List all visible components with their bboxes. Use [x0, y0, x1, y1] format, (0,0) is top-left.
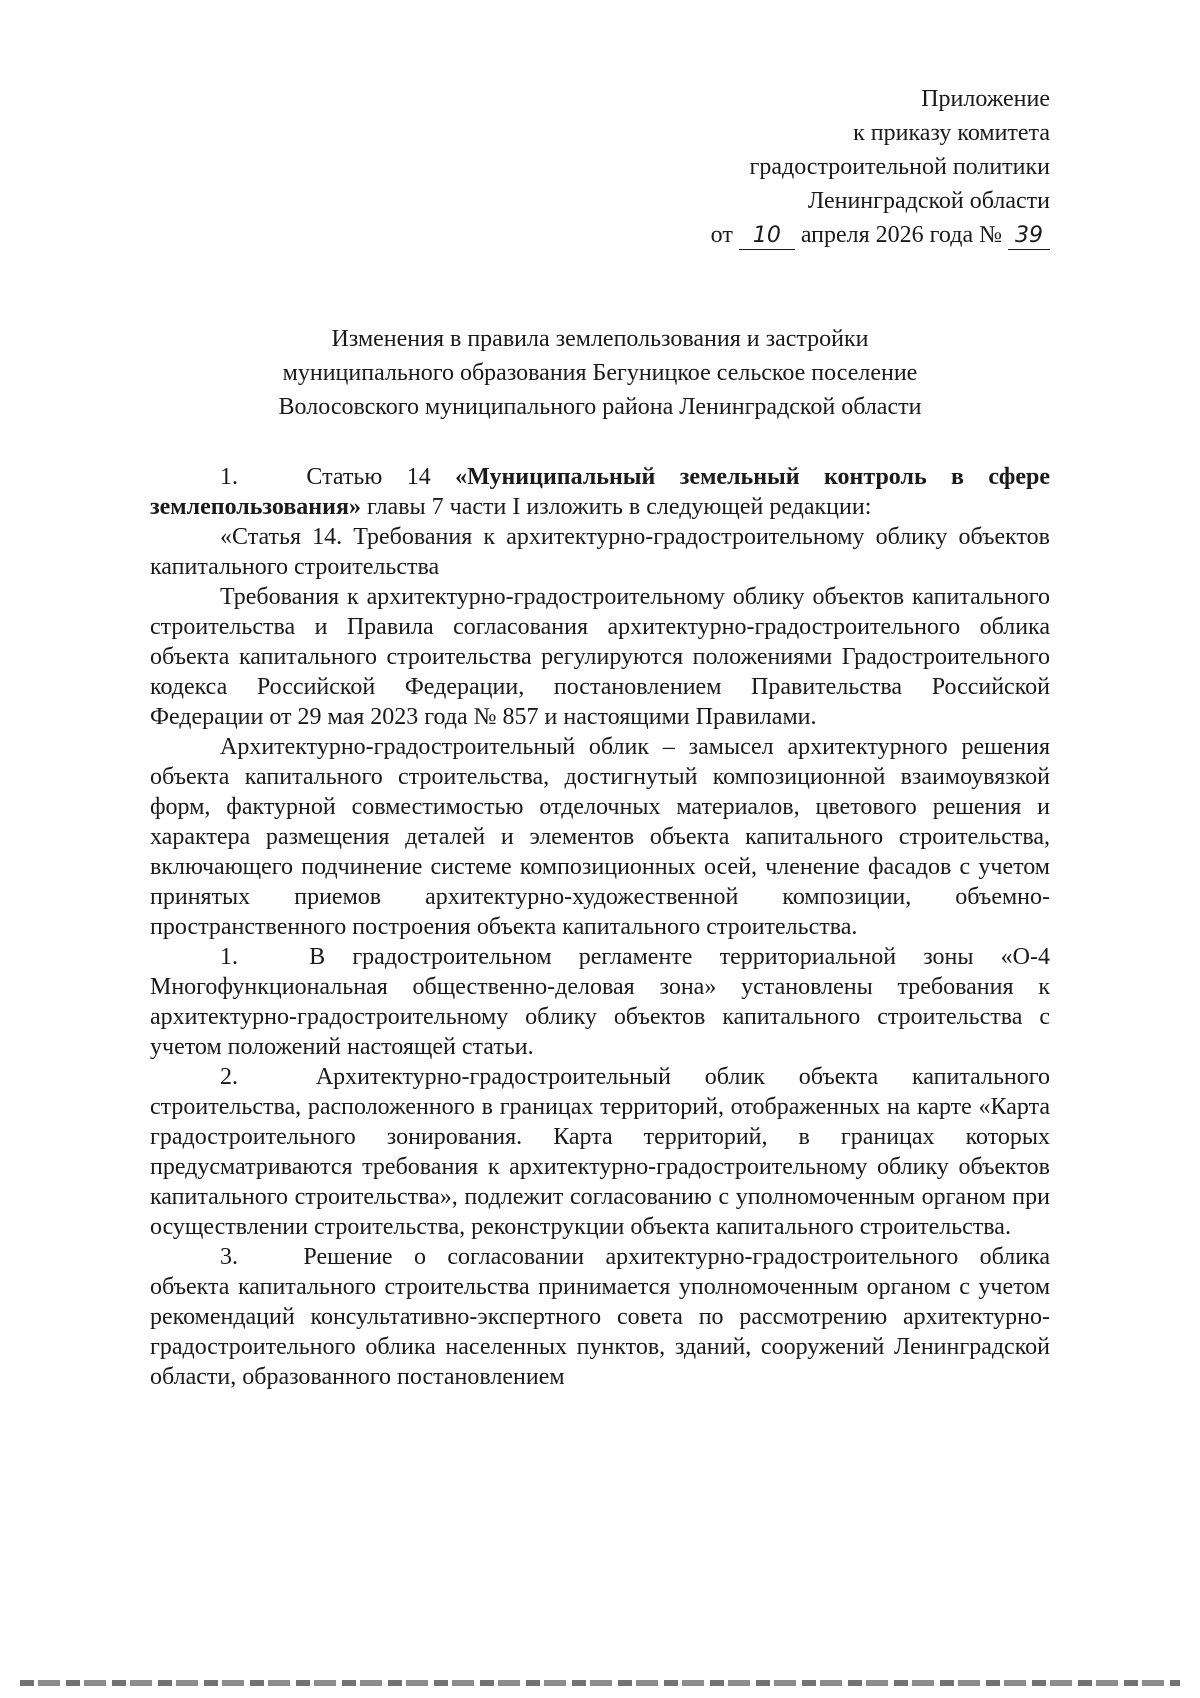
title-line: муниципального образования Бегуницкое сельское поселение [282, 360, 918, 386]
item-number: 1. [220, 944, 238, 970]
paragraph-requirements: Требования к архитектурно-градостроительному облику объектов капитального строительства и Правила согласования архитектурно-градостроительного облика объекта капитального строительства регулируются положениями Градостроительного кодекса Российской Федерации, постановлением Правительства Российской Федерации от 29 мая 2023 года № 857 и настоящими Правилами. [150, 584, 1050, 730]
list-item [150, 942, 1050, 1062]
item-text: В градостроительном регламенте территориальной зоны «О-4 Многофункциональная общественно-деловая зона» установлены требования к архитектурно-градостроительному облику объектов капитального строительства с учетом положений настоящей статьи. [150, 944, 1050, 1060]
paragraph-text: главы 7 части I изложить в следующей редакции: [366, 494, 872, 520]
appendix-header [711, 82, 1050, 252]
document-body [150, 462, 1050, 1392]
title-line: Волосовского муниципального района Ленинградской области [278, 394, 922, 420]
date-middle: апреля 2026 года № [800, 222, 1002, 248]
appendix-line: градостроительной политики [749, 154, 1050, 180]
appendix-line: к приказу комитета [853, 120, 1050, 146]
item-text: Решение о согласовании архитектурно-градостроительного облика объекта капитального строительства принимается уполномоченным органом с учетом рекомендаций консультативно-экспертного совета по рассмотрению архитектурно-градостроительного облика населенных пунктов, зданий, сооружений Ленинградской области, образованного постановлением [150, 1244, 1051, 1390]
appendix-line: Ленинградской области [807, 188, 1050, 214]
article-title-bold: «Муниципальный земельный контроль в сфере землепользования» [150, 464, 1051, 520]
paragraph-number: 1. [220, 464, 238, 490]
title-line: Изменения в правила землепользования и застройки [331, 326, 869, 352]
paragraph-definition: Архитектурно-градостроительный облик – замысел архитектурного решения объекта капитального строительства, достигнутый композиционной взаимоувязкой форм, фактурной совместимостью отделочных материалов, цветового решения и характера размещения деталей и элементов объекта капитального строительства, включающего подчинение системе композиционных осей, членение фасадов с учетом принятых приемов архитектурно-художественной композиции, объемно-пространственного построения объекта капитального строительства. [150, 734, 1050, 940]
document-title [150, 322, 1050, 424]
appendix-line: Приложение [921, 86, 1050, 112]
appendix-date-line [711, 218, 1050, 252]
date-prefix: от [710, 222, 733, 248]
item-number: 3. [220, 1244, 238, 1270]
item-number: 2. [220, 1064, 238, 1090]
paragraph-article-heading: «Статья 14. Требования к архитектурно-градостроительному облику объектов капитального строительства [150, 524, 1050, 580]
handwritten-day: 10 [739, 223, 795, 250]
item-text: Архитектурно-градостроительный облик объекта капитального строительства, расположенного в границах территорий, отображенных на карте «Карта градостроительного зонирования. Карта территорий, в границах которых предусматриваются требования к архитектурно-градостроительному облику объектов капитального строительства», подлежит согласованию с уполномоченным органом при осуществлении строительства, реконструкции объекта капитального строительства. [150, 1064, 1050, 1240]
list-item [150, 1242, 1050, 1392]
list-item [150, 1062, 1050, 1242]
paragraph-text: Статью 14 [306, 464, 431, 490]
paragraph-article-change [150, 462, 1050, 522]
handwritten-number: 39 [1008, 223, 1050, 250]
scan-artifact-strip [20, 1680, 1180, 1686]
